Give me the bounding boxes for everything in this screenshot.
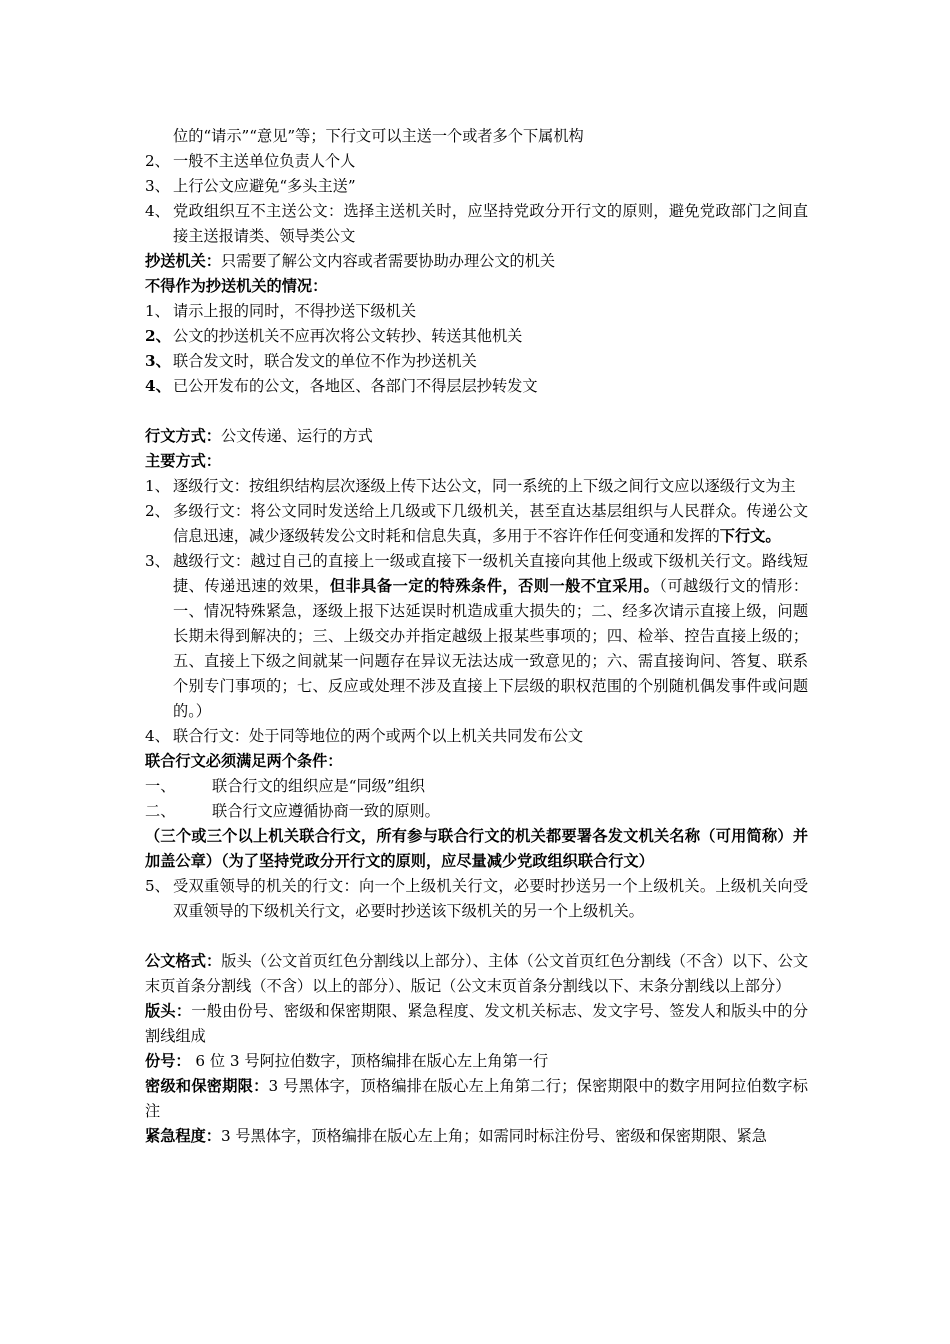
- main-modes-heading: 主要方式：: [145, 452, 221, 470]
- urgency-definition: 紧急程度：3 号黑体字，顶格编排在版心左上角；如需同时标注份号、密级和保密期限、紧急: [145, 1127, 767, 1145]
- list-item: 1、 请示上报的同时，不得抄送下级机关: [145, 302, 416, 320]
- list-item: 一、 联合行文的组织应是“同级”组织: [145, 777, 425, 795]
- list-item: 3、 越级行文：越过自己的直接上一级或直接下一级机关直接向其他上级或下级机关行文。路线短捷、传递迅速的效果，但非具备一定的特殊条件，否则一般不宜采用。（可越级行文的情形：一、情况特殊紧急，逐级上报下达延误时机造成重大损失的；二、经多次请示直接上级，问题长期未得到解决的；三、上级交办并指定越级上报某些事项的；四、检举、控告直接上级的；五、直接上下级之间就某一问题存在异议无法达成一致意见的；六、需直接询问、答复、联系个别专门事项的；七、反应或处理不涉及直接上下层级的职权范围的个别随机偶发事件或问题的。）: [145, 552, 809, 720]
- list-item: 4、 党政组织互不主送公文：选择主送机关时，应坚持党政分开行文的原则，避免党政部门之间直接主送报请类、领导类公文: [145, 202, 808, 245]
- mode-definition: 行文方式：公文传递、运行的方式: [145, 427, 373, 445]
- no-cc-heading: 不得作为抄送机关的情况：: [145, 277, 328, 295]
- list-item: 4、 联合行文：处于同等地位的两个或两个以上机关共同发布公文: [145, 727, 584, 745]
- list-item: 3、 上行公文应避免“多头主送”: [145, 177, 356, 195]
- list-item: 5、 受双重领导的机关的行文：向一个上级机关行文，必要时抄送另一个上级机关。上级机关向受双重领导的下级机关行文，必要时抄送该下级机关的另一个上级机关。: [145, 877, 808, 920]
- continued-line: 位的“请示”“意见”等；下行文可以主送一个或者多个下属机构: [173, 127, 584, 145]
- joint-note: （三个或三个以上机关联合行文，所有参与联合行文的机关都要署各发文机关名称（可用简称）并加盖公章）（为了坚持党政分开行文的原则，应尽量减少党政组织联合行文）: [145, 827, 808, 870]
- list-item: 2、 公文的抄送机关不应再次将公文转抄、转送其他机关: [145, 327, 523, 345]
- header-definition: 版头：一般由份号、密级和保密期限、紧急程度、发文机关标志、发文字号、签发人和版头中的分割线组成: [145, 1002, 809, 1045]
- list-item: 二、 联合行文应遵循协商一致的原则。: [145, 802, 440, 820]
- list-item: 4、 已公开发布的公文，各地区、各部门不得层层抄转发文: [145, 377, 538, 395]
- blank-line: [145, 924, 808, 949]
- list-item: 2、 多级行文：将公文同时发送给上几级或下几级机关，甚至直达基层组织与人民群众。传递公文信息迅速，减少逐级转发公文时耗和信息失真，多用于不容许作任何变通和发挥的下行文。: [145, 502, 808, 545]
- cc-definition: 抄送机关：只需要了解公文内容或者需要协助办理公文的机关: [145, 252, 556, 270]
- joint-conditions-heading: 联合行文必须满足两个条件：: [145, 752, 343, 770]
- format-definition: 公文格式：版头（公文首页红色分割线以上部分）、主体（公文首页红色分割线（不含）以下、公文末页首条分割线（不含）以上的部分）、版记（公文末页首条分割线以下、末条分割线以上部分）: [145, 952, 809, 995]
- secret-level-definition: 密级和保密期限：3 号黑体字，顶格编排在版心左上角第二行；保密期限中的数字用阿拉伯数字标注: [145, 1077, 808, 1120]
- list-item: 1、 逐级行文：按组织结构层次逐级上传下达公文，同一系统的上下级之间行文应以逐级行文为主: [145, 477, 796, 495]
- blank-line: [145, 399, 808, 424]
- list-item: 2、 一般不主送单位负责人个人: [145, 152, 356, 170]
- copy-number-definition: 份号： 6 位 3 号阿拉伯数字，顶格编排在版心左上角第一行: [145, 1052, 549, 1070]
- list-item: 3、 联合发文时，联合发文的单位不作为抄送机关: [145, 352, 477, 370]
